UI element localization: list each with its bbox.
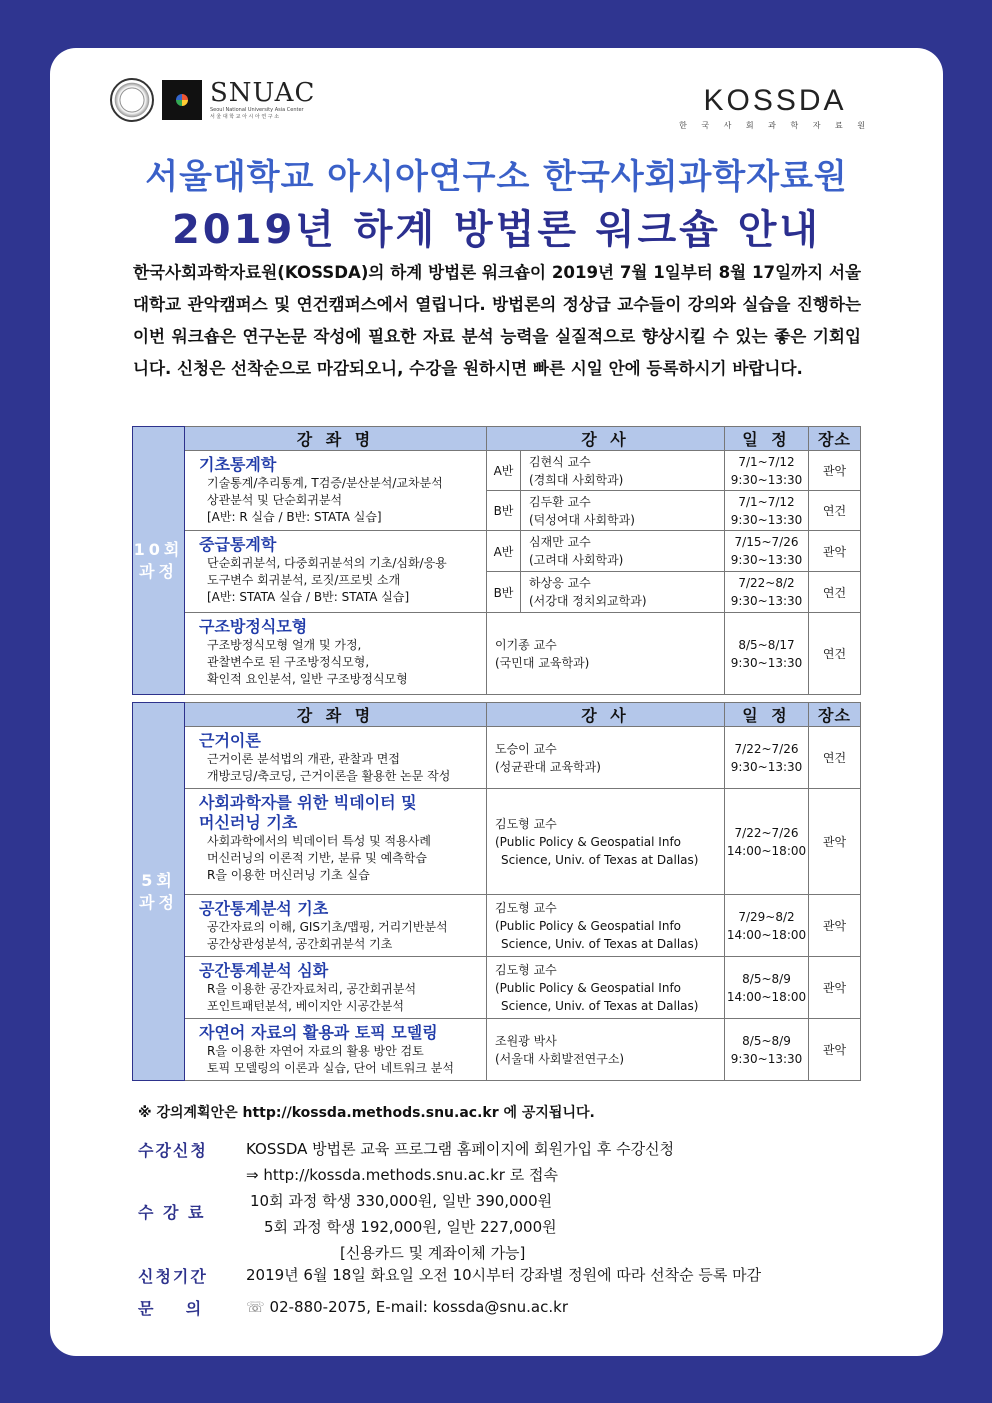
course-intermediate-stats: 중급통계학 단순회귀분석, 다중회귀분석의 기초/심화/응용 도구변수 회귀분석, 로짓/프로빗 소개 [A반: STATA 실습 / B반: STATA 실습]	[185, 531, 487, 613]
header-schedule: 일 정	[725, 427, 809, 451]
header-instructor: 강 사	[487, 427, 725, 451]
schedule-table-5	[132, 702, 861, 1081]
snuac-mark-icon	[162, 80, 202, 120]
course-bigdata-ml: 사회과학자를 위한 빅데이터 및 머신러닝 기초 사회과학에서의 빅데이터 특성 및 적용사례 머신러닝의 이론적 기반, 분류 및 예측학습 R을 이용한 머신러닝 기초 실습	[185, 789, 487, 895]
course-topic-modeling: 자연어 자료의 활용과 토픽 모델링 R을 이용한 자연어 자료의 활용 방안 검토 토픽 모델링의 이론과 실습, 단어 네트워크 분석	[185, 1019, 487, 1081]
header-schedule: 일 정	[725, 703, 809, 727]
arrow-icon: ⇒	[246, 1166, 259, 1184]
fee-label: 수 강 료	[138, 1203, 206, 1222]
snuac-logo	[110, 78, 315, 122]
table-row: 중급통계학 단순회귀분석, 다중회귀분석의 기초/심화/응용 도구변수 회귀분석, 로짓/프로빗 소개 [A반: STATA 실습 / B반: STATA 실습] A반 심재만 교수 (고려대 사회학과) 7/15~7/26 9:30~13:30 관악	[133, 531, 861, 572]
table-row: 사회과학자를 위한 빅데이터 및 머신러닝 기초 사회과학에서의 빅데이터 특성 및 적용사례 머신러닝의 이론적 기반, 분류 및 예측학습 R을 이용한 머신러닝 기초 실습 김도형 교수 (Public Policy & Geospatial Info Science, Univ. of Texas at Dallas) 7/22~7/26 14:00~18:00 관악	[133, 789, 861, 895]
period-label: 신청기간	[138, 1267, 208, 1286]
fee-10: 10회 과정 학생 330,000원, 일반 390,000원	[250, 1192, 553, 1210]
apply-text: KOSSDA 방법론 교육 프로그램 홈페이지에 회원가입 후 수강신청	[246, 1140, 675, 1158]
table-row: 자연어 자료의 활용과 토픽 모델링 R을 이용한 자연어 자료의 활용 방안 검토 토픽 모델링의 이론과 실습, 단어 네트워크 분석 조원광 박사 (서울대 사회발전연구소) 8/5~8/9 9:30~13:30 관악	[133, 1019, 861, 1081]
title-main: 2019년 하계 방법론 워크숍 안내	[171, 207, 822, 253]
contact-text: 02-880-2075, E-mail: kossda@snu.ac.kr	[269, 1298, 568, 1316]
intro-paragraph: 한국사회과학자료원(KOSSDA)의 하계 방법론 워크숍이 2019년 7월 1일부터 8월 17일까지 서울대학교 관악캠퍼스 및 연건캠퍼스에서 열립니다. 방법론의 정상급 교수들이 강의와 실습을 진행하는 이번 워크숍은 연구논문 작성에 필요한 자료 분석 능력을 실질적으로 향상시킬 수 있는 좋은 기회입니다. 신청은 선착순으로 마감되오니, 수강을 원하시면 빠른 시일 안에 등록하시기 바랍니다.	[133, 263, 861, 378]
table-row: B반 김두환 교수 (덕성여대 사회학과) 7/1~7/12 9:30~13:30 연건	[133, 491, 861, 531]
table-header	[133, 703, 861, 727]
table-header	[133, 427, 861, 451]
title-org: 서울대학교 아시아연구소 한국사회과학자료원	[145, 157, 848, 197]
apply-url[interactable]: http://kossda.methods.snu.ac.kr	[263, 1166, 505, 1184]
table-row: 공간통계분석 기초 공간자료의 이해, GIS기초/맵핑, 거리기반분석 공간상관성분석, 공간회귀분석 기초 김도형 교수 (Public Policy & Geospatial Info Science, Univ. of Texas at Dallas) 7/29~8/2 14:00~18:00 관악	[133, 895, 861, 957]
kossda-logo-text: KOSSDA	[703, 84, 847, 117]
header-course: 강 좌 명	[185, 703, 487, 727]
course-sem: 구조방정식모형 구조방정식모형 얼개 및 가정, 관찰변수로 된 구조방정식모형, 확인적 요인분석, 일반 구조방정식모형	[185, 613, 487, 695]
table-row: 근거이론 근거이론 분석법의 개관, 관찰과 면접 개방코딩/축코딩, 근거이론을 활용한 논문 작성 도승이 교수 (성균관대 교육학과) 7/22~7/26 9:30~13:30 연건	[133, 727, 861, 789]
phone-icon: ☏	[246, 1298, 265, 1316]
kossda-logo-kr: 한 국 사 회 과 학 자 료 원	[679, 121, 871, 130]
group-label-5: 5회 과정	[133, 703, 185, 1081]
header-instructor: 강 사	[487, 703, 725, 727]
table-row: 공간통계분석 심화 R을 이용한 공간자료처리, 공간회귀분석 포인트패턴분석, 베이지안 시공간분석 김도형 교수 (Public Policy & Geospatial Info Science, Univ. of Texas at Dallas) 8/5~8/9 14:00~18:00 관악	[133, 957, 861, 1019]
snuac-logo-en: Seoul National University Asia Center	[210, 107, 304, 113]
period-text: 2019년 6월 18일 화요일 오전 10시부터 강좌별 정원에 따라 선착순 등록 마감	[246, 1266, 762, 1284]
poster-sheet: SNUAC Seoul National University Asia Center 서 울 대 학 교 아 시 아 연 구 소 KOSSDA 한 국 사 회 과 학 자 료 원 서울대학교 아시아연구소 한국사회과학자료원 2019년 하계 방법론 워크숍 안내 한국사회과학자료원(KOSSDA)의 하계 방법론 워크숍이 2019년 7월 1일부터 8월 17일까지 서울대학교 관악캠퍼스 및 연건캠퍼스에서 열립니다. 방법론의 정상급 교수들이 강의와 실습을 진행하는 이번 워크숍은 연구논문 작성에 필요한 자료 분석 능력을 실질적으로 향상시킬 수 있는 좋은 기회입니다. 신청은 선착순으로 마감되오니, 수강을 원하시면 빠른 시일 안에 등록하시기 바랍니다. 10회 과정 강 좌 명 강 사 일 정 장소 기초통계학 기술통계/추리통계, T검증/분산분석/교차분석 상관분석 및 단순회귀분석 [A반: R 실습 / B반: STATA 실습] A반 김현식 교수 (경희대 사회학과) 7/1~7/12 9:30~13:30 관악 B반 김두환 교수 (덕성여대 사회학과) 7/1~7/12 9:30~13:30 연건 중급통계학 단순회귀분석, 다중회귀분석의 기초/심화/응용 도구변수 회귀분석, 로짓/프로빗 소개 [A반: STATA 실습 / B반: STATA 실습] A반 심재만 교수 (고려대 사회학과) 7/15~7/26 9:30~13:30 관악 B반 하상응 교수 (서강대 정치외교학과) 7/22~8/2 9:30~13:30 연건 구조방정식모형 구조방정식모형 얼개 및 가정, 관찰변수로 된 구조방정식모형, 확인적 요인분석, 일반 구조방정식모형 이기종 교수 (국민대 교육학과) 8/5~8/17 9:30~13:30 연건 5회 과정 강 좌 명 강 사 일 정 장소 근거이론 근거이론 분석법의 개관, 관찰과 면접 개방코딩/축코딩, 근거이론을 활용한 논문 작성 도승이 교수 (성균관대 교육학과) 7/22~7/26 9:30~13:30 연건 사회과학자를 위한 빅데이터 및 머신러닝 기초 사회과학에서의 빅데이터 특성 및 적용사례 머신러닝의 이론적 기반, 분류 및 예측학습 R을 이용한 머신러닝 기초 실습 김도형 교수 (Public Policy & Geospatial Info Science, Univ. of Texas at Dallas) 7/22~7/26 14:00~18:00 관악 공간통계분석 기초 공간자료의 이해, GIS기초/맵핑, 거리기반분석 공간상관성분석, 공간회귀분석 기초 김도형 교수 (Public Policy & Geospatial Info Science, Univ. of Texas at Dallas) 7/29~8/2 14:00~18:00 관악 공간통계분석 심화 R을 이용한 공간자료처리, 공간회귀분석 포인트패턴분석, 베이지안 시공간분석 김도형 교수 (Public Policy & Geospatial Info Science, Univ. of Texas at Dallas) 8/5~8/9 14:00~18:00 관악 자연어 자료의 활용과 토픽 모델링 R을 이용한 자연어 자료의 활용 방안 검토 토픽 모델링의 이론과 실습, 단어 네트워크 분석 조원광 박사 (서울대 사회발전연구소) 8/5~8/9 9:30~13:30 관악 ※ 강의계획안은 http://kossda.methods.snu.ac.kr 에 공지됩니다. 수강신청 KOSSDA 방법론 교육 프로그램 홈페이지에 회원가입 후 수강신청 ⇒ http://kossda.methods.snu.ac.kr 로 접속 수 강 료 10회 과정 학생 330,000원, 일반 390,000원 5회 과정 학생 192,000원, 일반 227,000원 [신용카드 및 계좌이체 가능] 신청기간 2019년 6월 18일 화요일 오전 10시부터 강좌별 정원에 따라 선착순 등록 마감 문 의 ☏ 02-880-2075, E-mail: kossda@snu.ac.kr	[50, 48, 943, 1356]
header-place: 장소	[809, 703, 861, 727]
header-course: 강 좌 명	[185, 427, 487, 451]
snu-seal-icon	[110, 78, 154, 122]
kossda-logo	[679, 84, 871, 131]
course-spatial-basic: 공간통계분석 기초 공간자료의 이해, GIS기초/맵핑, 거리기반분석 공간상관성분석, 공간회귀분석 기초	[185, 895, 487, 957]
syllabus-note: ※ 강의계획안은 http://kossda.methods.snu.ac.kr 에 공지됩니다.	[138, 1105, 595, 1121]
snuac-logo-kr: 서 울 대 학 교 아 시 아 연 구 소	[210, 114, 280, 120]
snuac-logo-text: SNUAC	[210, 78, 316, 108]
course-grounded-theory: 근거이론 근거이론 분석법의 개관, 관찰과 면접 개방코딩/축코딩, 근거이론을 활용한 논문 작성	[185, 727, 487, 789]
header-place: 장소	[809, 427, 861, 451]
fee-payment: [신용카드 및 계좌이체 가능]	[340, 1244, 526, 1262]
fee-5: 5회 과정 학생 192,000원, 일반 227,000원	[264, 1218, 557, 1236]
table-row: 구조방정식모형 구조방정식모형 얼개 및 가정, 관찰변수로 된 구조방정식모형, 확인적 요인분석, 일반 구조방정식모형 이기종 교수 (국민대 교육학과) 8/5~8/17 9:30~13:30 연건	[133, 613, 861, 695]
group-label-10: 10회 과정	[133, 427, 185, 695]
course-basic-stats: 기초통계학 기술통계/추리통계, T검증/분산분석/교차분석 상관분석 및 단순회귀분석 [A반: R 실습 / B반: STATA 실습]	[185, 451, 487, 531]
table-row: 기초통계학 기술통계/추리통계, T검증/분산분석/교차분석 상관분석 및 단순회귀분석 [A반: R 실습 / B반: STATA 실습] A반 김현식 교수 (경희대 사회학과) 7/1~7/12 9:30~13:30 관악	[133, 451, 861, 491]
schedule-table-10	[132, 426, 861, 695]
course-spatial-advanced: 공간통계분석 심화 R을 이용한 공간자료처리, 공간회귀분석 포인트패턴분석, 베이지안 시공간분석	[185, 957, 487, 1019]
apply-label: 수강신청	[138, 1141, 208, 1160]
contact-label: 문 의	[138, 1299, 204, 1318]
table-row: B반 하상응 교수 (서강대 정치외교학과) 7/22~8/2 9:30~13:30 연건	[133, 572, 861, 613]
